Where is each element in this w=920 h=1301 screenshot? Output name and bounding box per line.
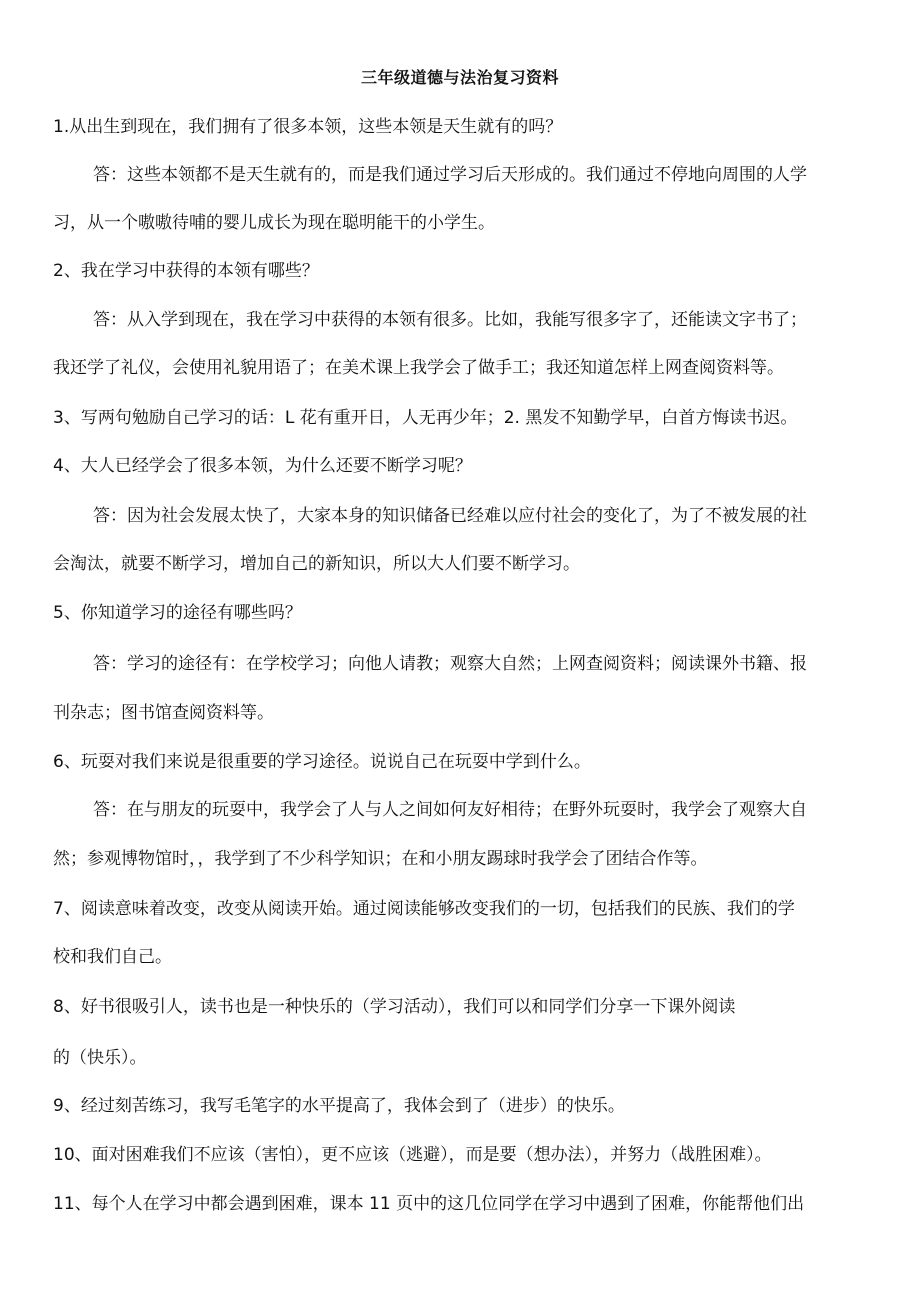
question-6: 6、玩耍对我们来说是很重要的学习途径。说说自己在玩耍中学到什么。 (53, 752, 591, 772)
item-8-line-2: 的（快乐）。 (53, 1048, 147, 1068)
answer-5-line-1: 答：学习的途径有：在学校学习；向他人请教；观察大自然；上网查阅资料；阅读课外书籍、报 (93, 654, 807, 674)
item-9: 9、经过刻苦练习，我写毛笔字的水平提高了，我体会到了（进步）的快乐。 (53, 1096, 625, 1116)
question-2: 2、我在学习中获得的本领有哪些？ (53, 261, 319, 281)
answer-4-line-1: 答：因为社会发展太快了，大家本身的知识储备已经难以应付社会的变化了，为了不被发展的社 (93, 506, 807, 526)
answer-5-line-2: 刊杂志；图书馆查阅资料等。 (53, 703, 274, 723)
answer-2-line-1: 答：从入学到现在，我在学习中获得的本领有很多。比如，我能写很多字了，还能读文字书了； (93, 310, 807, 330)
question-4: 4、大人已经学会了很多本领，为什么还要不断学习呢？ (53, 456, 472, 476)
item-11: 11、每个人在学习中都会遇到困难，课本 11 页中的这几位同学在学习中遇到了困难，你能帮他们出 (53, 1194, 805, 1214)
answer-4-line-2: 会淘汰，就要不断学习，增加自己的新知识，所以大人们要不断学习。 (53, 554, 580, 574)
answer-1-line-2: 习，从一个嗷嗷待哺的婴儿成长为现在聪明能干的小学生。 (53, 213, 495, 233)
answer-6-line-1: 答：在与朋友的玩耍中，我学会了人与人之间如何友好相待；在野外玩耍时，我学会了观察大自 (93, 800, 807, 820)
item-7-line-2: 校和我们自己。 (53, 947, 172, 967)
question-3: 3、写两句勉励自己学习的话：L 花有重开日，人无再少年；2. 黑发不知勤学早，白首方悔读书迟。 (53, 408, 798, 428)
answer-6-line-2: 然；参观博物馆时，，我学到了不少科学知识；在和小朋友踢球时我学会了团结合作等。 (53, 849, 708, 869)
question-5: 5、你知道学习的途径有哪些吗？ (53, 603, 302, 623)
answer-2-line-2: 我还学了礼仪，会使用礼貌用语了；在美术课上我学会了做手工；我还知道怎样上网查阅资料等。 (53, 358, 784, 378)
item-10: 10、面对困难我们不应该（害怕），更不应该（逃避），而是要（想办法），并努力（战胜困难）。 (53, 1145, 772, 1165)
question-1: 1.从出生到现在，我们拥有了很多本领，这些本领是天生就有的吗？ (53, 117, 563, 137)
item-8-line-1: 8、好书很吸引人，读书也是一种快乐的（学习活动），我们可以和同学们分享一下课外阅读 (53, 997, 736, 1017)
item-7-line-1: 7、阅读意味着改变，改变从阅读开始。通过阅读能够改变我们的一切，包括我们的民族、我们的学 (53, 899, 795, 919)
answer-1-line-1: 答：这些本领都不是天生就有的，而是我们通过学习后天形成的。我们通过不停地向周围的人学 (93, 165, 807, 185)
document-title: 三年级道德与法治复习资料 (360, 68, 559, 87)
